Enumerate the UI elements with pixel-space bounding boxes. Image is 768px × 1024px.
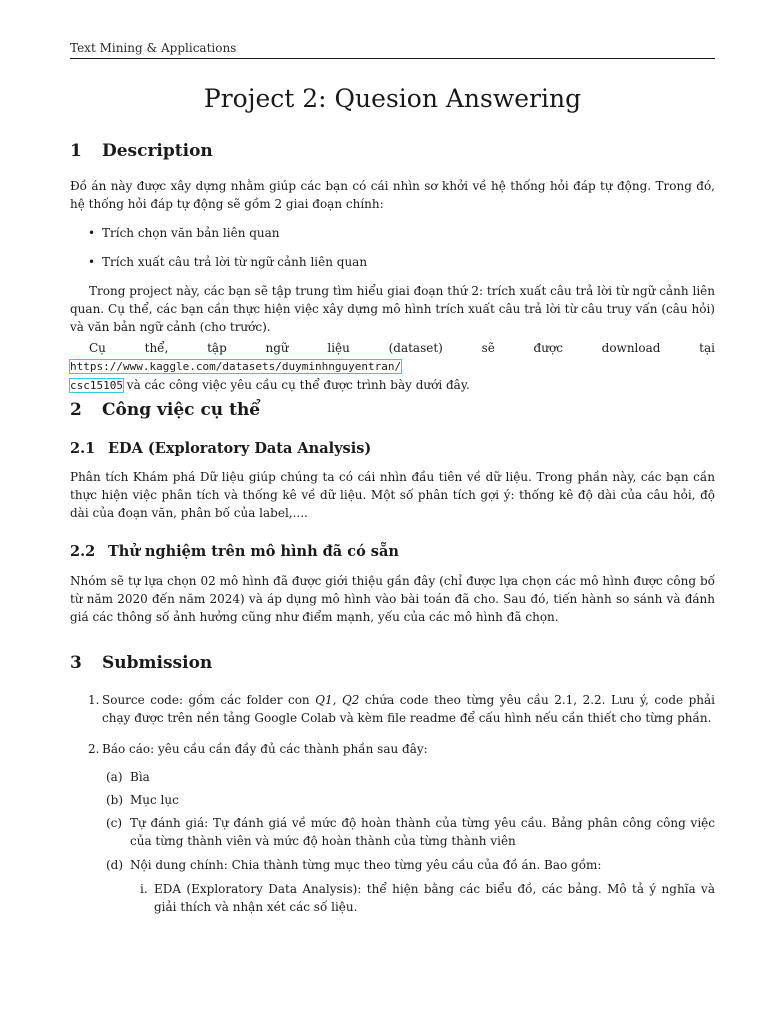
submission-item [88,740,715,758]
report-subitem [106,791,715,809]
item-text [88,691,715,727]
subitem-text: Bìa [130,770,150,784]
math-inline: Q1, Q2 [315,693,360,707]
item-text: Báo cáo: yêu cầu cần đầy đủ các thành phần sau đây: [102,742,428,756]
paragraph-text: và các công việc yêu cầu cụ thể được trình bày dưới đây. [122,378,470,392]
bullet-dot: • [88,255,96,269]
document-title: Project 2: Quesion Answering [203,84,582,113]
bullet-dot: • [88,226,96,240]
subitem-label: (a) [106,770,123,784]
section-number: 3 [70,653,82,673]
report-subitem [106,768,715,786]
text-part: chứa code theo từng yêu cầu 2.1, 2.2. Lưu ý, code phải chạy được trên nền tảng Google Colab và kèm file readme để cấu hình nếu cần thiết cho từng phần. [102,693,716,725]
bullet-item [88,253,367,271]
report-subsubitem [140,880,715,916]
subitem-text: Nội dung chính: Chia thành từng mục theo từng yêu cầu của đồ án. Bao gồm: [130,858,602,872]
report-subitem [106,814,715,850]
subitem-text: Mục lục [130,793,179,807]
eda-paragraph: Phân tích Khám phá Dữ liệu giúp chúng ta có cái nhìn đầu tiên về dữ liệu. Trong phần này, các bạn cần thực hiện việc phân tích và thống kê về dữ liệu. Một số phân tích gợi ý: thống kê độ dài của câu hỏi, độ dài của đoạn văn, phân bố của label,.... [70,470,715,520]
section-title: Công việc cụ thể [102,400,261,420]
item-number: 1. [88,693,100,707]
subsection-title: EDA (Exploratory Data Analysis) [108,440,372,457]
subsection-2-2-heading [70,543,399,560]
subitem-label: (b) [106,793,124,807]
bullet-text: Trích chọn văn bản liên quan [102,226,280,240]
subitem-label: (c) [106,816,123,830]
section-3-heading [70,653,212,673]
section-number: 1 [70,141,82,161]
subsubitem-label: i. [140,882,148,896]
bullet-text: Trích xuất câu trả lời từ ngữ cảnh liên quan [102,255,368,269]
description-paragraph-2: Trong project này, các bạn sẽ tập trung tìm hiểu giai đoạn thứ 2: trích xuất câu trả lời từ ngữ cảnh liên quan. Cụ thể, các bạn cần thực hiện việc xây dựng mô hình trích xuất câu trả lời từ câu truy vấn (câu hỏi) và văn bản ngữ cảnh (cho trước). [70,284,715,334]
submission-item [88,691,715,727]
dataset-link-continued[interactable]: csc15105 [70,379,123,392]
running-header: Text Mining & Applications [70,41,237,55]
section-2-heading [70,400,260,420]
description-paragraph-1: Đồ án này được xây dựng nhằm giúp các bạn có cái nhìn sơ khởi về hệ thống hỏi đáp tự động. Trong đó, hệ thống hỏi đáp tự động sẽ gồm 2 giai đoạn chính: [70,179,715,211]
bullet-item [88,224,280,242]
dataset-link[interactable]: https://www.kaggle.com/datasets/duyminhnguyentran/ [70,360,402,373]
item-number: 2. [88,742,100,756]
subsection-title: Thử nghiệm trên mô hình đã có sẵn [108,543,399,560]
subsection-number: 2.1 [70,440,96,457]
subsection-number: 2.2 [70,543,96,560]
text-part: Source code: gồm các folder con [102,693,316,707]
section-title: Description [102,141,213,161]
subsection-2-1-heading [70,440,371,457]
models-paragraph: Nhóm sẽ tự lựa chọn 02 mô hình đã được giới thiệu gần đây (chỉ được lựa chọn các mô hình được công bố từ năm 2020 đến năm 2024) và áp dụng mô hình vào bài toán đã cho. Sau đó, tiến hành so sánh và đánh giá các thông số ảnh hưởng cũng như điểm mạnh, yếu của các mô hình đã chọn. [70,574,715,624]
section-number: 2 [70,400,82,420]
section-title: Submission [102,653,213,673]
report-subitem [106,856,715,874]
description-paragraph-3 [70,339,715,395]
subitem-label: (d) [106,858,124,872]
paragraph-text: Cụ thể, tập ngữ liệu (dataset) sẽ được download tại [89,341,715,355]
section-1-heading [70,141,213,161]
subitem-text: Tự đánh giá: Tự đánh giá về mức độ hoàn thành của từng yêu cầu. Bảng phân công công việc của từng thành viên và mức độ hoàn thành của từng thành viên [130,816,715,848]
header-rule [70,58,715,59]
subsubitem-text: EDA (Exploratory Data Analysis): thể hiện bằng các biểu đồ, các bảng. Mô tả ý nghĩa và giải thích và nhận xét các số liệu. [154,882,715,914]
